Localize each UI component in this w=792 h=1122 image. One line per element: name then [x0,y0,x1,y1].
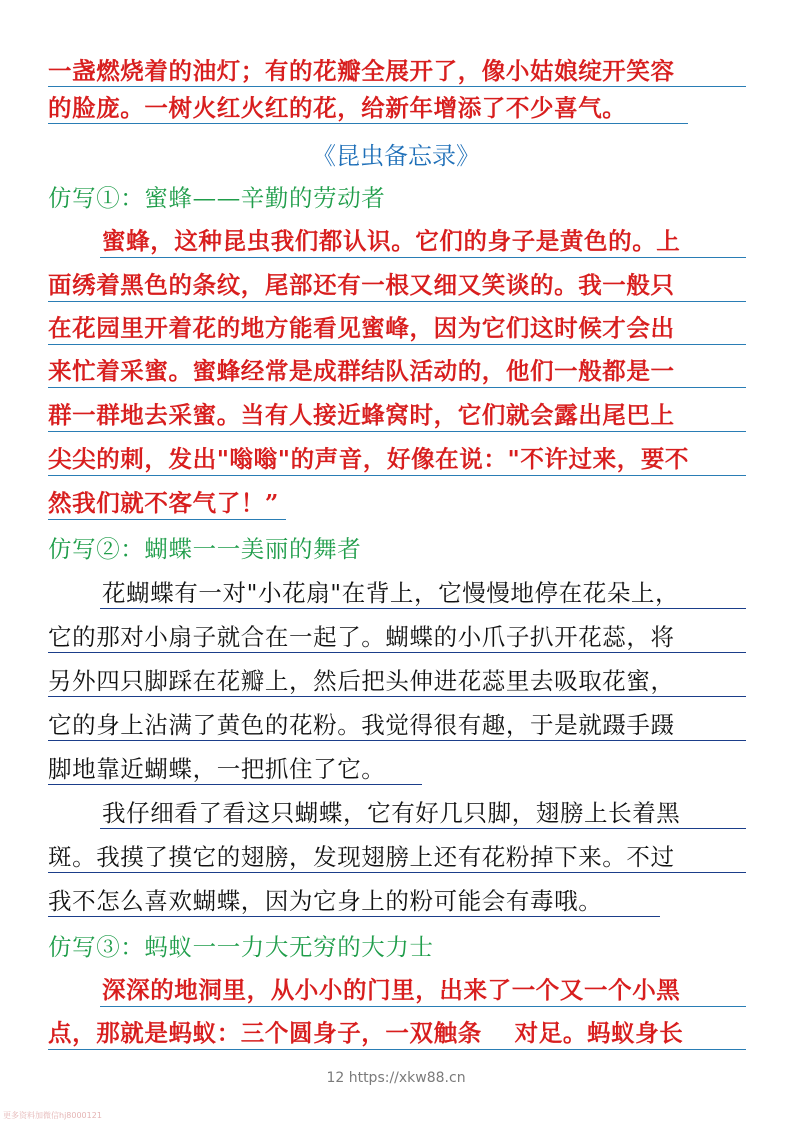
underline [48,784,422,785]
watermark: 更多资料加微信hj8000121 [3,1111,102,1120]
part2-line-2: 它的那对小扇子就合在一起了。蝴蝶的小爪子扒开花蕊，将 [48,623,675,651]
part3-line-1: 深深的地洞里，从小小的门里，出来了一个又一个小黑 [102,976,681,1004]
underline [100,608,746,609]
underline [48,916,660,917]
underline [48,387,746,388]
part1-line-1: 蜜蜂，这种昆虫我们都认识。它们的身子是黄色的。上 [102,227,681,255]
intro-line-1: 一盏燃烧着的油灯；有的花瓣全展开了，像小姑娘绽开笑容 [48,57,675,85]
underline [48,123,688,124]
underline [48,301,746,302]
underline [48,431,746,432]
page-footer: 12 https://xkw88.cn [326,1070,466,1086]
part2-line-5: 脚地靠近蝴蝶，一把抓住了它。 [48,755,386,783]
part3-line-2: 点，那就是蚂蚁：三个圆身子，一双触条 对足。蚂蚁身长 [48,1019,684,1047]
part1-line-6: 尖尖的刺，发出"嗡嗡"的声音，好像在说："不许过来，要不 [48,445,690,473]
part2-line-3: 另外四只脚踩在花瓣上，然后把头伸进花蕊里去吸取花蜜， [48,667,675,695]
part1-line-2: 面绣着黑色的条纹，尾部还有一根又细又笑谈的。我一般只 [48,271,675,299]
underline [100,828,746,829]
underline [48,696,746,697]
part2-line-8: 我不怎么喜欢蝴蝶，因为它身上的粉可能会有毒哦。 [48,887,603,915]
part3-heading: 仿写③：蚂蚁一一力大无穷的大力士 [48,933,434,961]
part2-line-6: 我仔细看了看这只蝴蝶，它有好几只脚，翅膀上长着黑 [102,799,681,827]
underline [48,1049,746,1050]
part1-line-3: 在花园里开着花的地方能看见蜜峰，因为它们这时候才会出 [48,314,675,342]
part2-line-4: 它的身上沾满了黄色的花粉。我觉得很有趣，于是就蹑手蹑 [48,711,675,739]
underline [48,475,746,476]
section-title: 《昆虫备忘录》 [312,142,480,170]
underline [48,86,746,87]
underline [48,652,746,653]
part2-heading: 仿写②：蝴蝶一一美丽的舞者 [48,535,362,563]
underline [48,740,746,741]
underline [100,1006,746,1007]
part1-line-7: 然我们就不客气了！” [48,489,280,517]
underline [100,257,746,258]
intro-line-2: 的脸庞。一树火红火红的花，给新年增添了不少喜气。 [48,94,627,122]
part1-heading: 仿写①：蜜蜂——辛勤的劳动者 [48,184,386,212]
part2-line-1: 花蝴蝶有一对"小花扇"在背上，它慢慢地停在花朵上， [102,579,680,607]
underline [48,519,286,520]
part1-line-4: 来忙着采蜜。蜜蜂经常是成群结队活动的，他们一般都是一 [48,357,675,385]
part1-line-5: 群一群地去采蜜。当有人接近蜂窝时，它们就会露出尾巴上 [48,401,675,429]
underline [48,344,746,345]
part2-line-7: 斑。我摸了摸它的翅膀，发现翅膀上还有花粉掉下来。不过 [48,843,675,871]
underline [48,872,746,873]
